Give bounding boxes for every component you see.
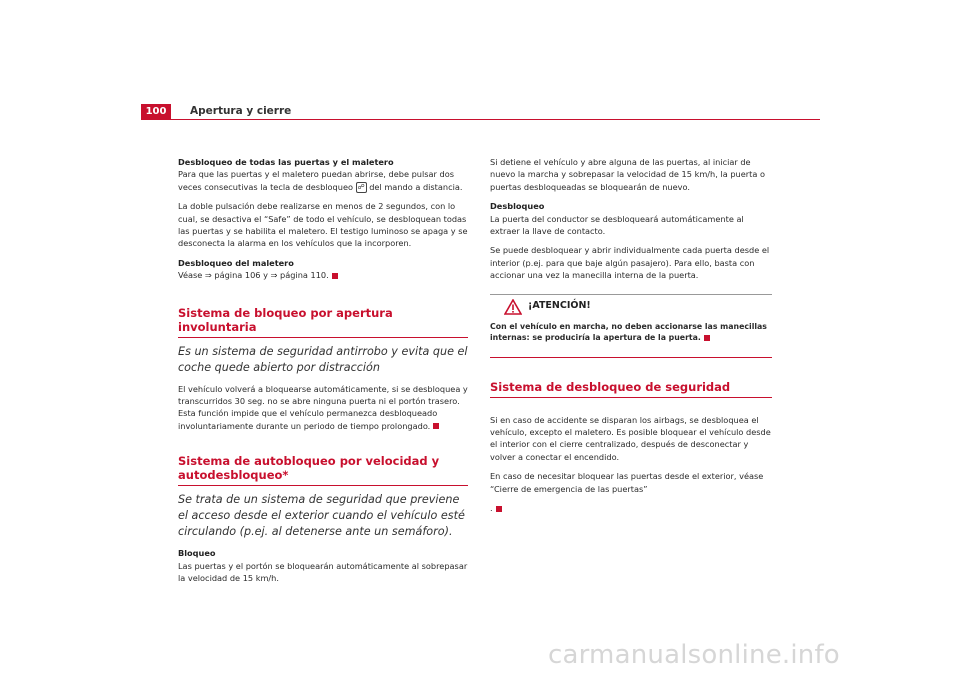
desbloqueo-todas-p1-b: del mando a distancia. bbox=[369, 181, 463, 192]
desbloqueo-maletero-ref-text: Véase ⇒ página 106 y ⇒ página 110. bbox=[178, 270, 329, 281]
desbloqueo-p2: Se puede desbloquear y abrir individualmente cada puerta desde el interior (p.ej. para que baje algún pasajero). Para ello, basta con accionar una vez la manecilla interna de la puerta. bbox=[490, 245, 770, 281]
desbloqueo-p1: La puerta del conductor se desbloqueará automáticamente al extraer la llave de contacto. bbox=[490, 213, 744, 237]
warning-header bbox=[504, 299, 772, 315]
desbloqueo-seguridad-end-text: . bbox=[490, 503, 493, 514]
section-title-autobloqueo: Sistema de autobloqueo por velocidad y autodesbloqueo* bbox=[178, 454, 468, 486]
right-column bbox=[490, 156, 772, 522]
warning-title: ¡ATENCIÓN! bbox=[528, 300, 591, 312]
bloqueo-heading: Bloqueo bbox=[178, 548, 216, 559]
desbloqueo-seguridad-p1: Si en caso de accidente se disparan los airbags, se desbloquea el vehículo, excepto el maletero. Es posible bloquear el vehículo desde el interior con el cierre centralizado, después de desconectar y volver a conectar el encendido. bbox=[490, 414, 771, 462]
autodesbloqueo-p1: Si detiene el vehículo y abre alguna de las puertas, al iniciar de nuevo la marcha y sobrepasar la velocidad de 15 km/h, la puerta o puertas desbloqueadas se bloquearán de nuevo. bbox=[490, 157, 765, 192]
desbloqueo-todas-heading: Desbloqueo de todas las puertas y el maletero bbox=[178, 157, 394, 167]
desbloqueo-maletero-heading: Desbloqueo del maletero bbox=[178, 257, 294, 268]
end-of-section-icon bbox=[496, 506, 502, 512]
section-title-bloqueo-involuntaria: Sistema de bloqueo por apertura involuntaria bbox=[178, 306, 468, 338]
end-of-section-icon bbox=[332, 273, 338, 279]
warning-triangle-icon bbox=[504, 299, 522, 315]
page-number: 100 bbox=[141, 104, 171, 120]
end-of-section-icon bbox=[704, 335, 710, 341]
header-title: Apertura y cierre bbox=[190, 105, 292, 117]
left-column bbox=[178, 156, 468, 592]
desbloqueo-todas-p1-a: Para que las puertas y el maletero puedan abrirse, debe pulsar dos veces consecutivas la tecla de desbloqueo bbox=[178, 169, 454, 192]
end-of-section-icon bbox=[433, 423, 439, 429]
watermark: carmanualsonline.info bbox=[548, 640, 840, 670]
desbloqueo-todas-p2: La doble pulsación debe realizarse en menos de 2 segundos, con lo cual, se desactiva el “Safe” de todo el vehículo, se desbloquean todas las puertas y se habilita el maletero. El testigo luminoso se apaga y se desconecta la alarma en los vehículos que la incorporen. bbox=[178, 201, 468, 249]
desbloqueo-heading: Desbloqueo bbox=[490, 201, 545, 212]
section-title-desbloqueo-seguridad: Sistema de desbloqueo de seguridad bbox=[490, 380, 772, 398]
bloqueo-body: Las puertas y el portón se bloquearán automáticamente al sobrepasar la velocidad de 15 km/h. bbox=[178, 560, 468, 584]
bloqueo-involuntaria-body bbox=[178, 383, 468, 433]
desbloqueo-maletero-ref bbox=[178, 269, 468, 281]
section-subtitle-autobloqueo: Se trata de un sistema de seguridad que previene el acceso desde el exterior cuando el vehículo esté circulando (p.ej. al detenerse ante un semáforo). bbox=[178, 493, 465, 539]
warning-box bbox=[490, 294, 772, 358]
section-subtitle-bloqueo-involuntaria: Es un sistema de seguridad antirrobo y evita que el coche quede abierto por distracción bbox=[178, 344, 468, 374]
warning-text bbox=[490, 321, 772, 344]
desbloqueo-seguridad-p2: En caso de necesitar bloquear las puertas desde el exterior, véase “Cierre de emergencia de las puertas” bbox=[490, 471, 764, 494]
unlock-key-icon: ☍ bbox=[357, 182, 365, 191]
bloqueo-involuntaria-text: El vehículo volverá a bloquearse automáticamente, si se desbloquea y transcurridos 30 seg. no se abre ninguna puerta ni el portón trasero. Esta función impide que el vehículo permanezca desbloqueado involuntariamente durante un periodo de tiempo prolongado. bbox=[178, 383, 468, 431]
header-rule bbox=[171, 119, 820, 120]
desbloqueo-seguridad-end bbox=[490, 502, 772, 514]
desbloqueo-todas-p1 bbox=[178, 168, 468, 193]
warning-text-content: Con el vehículo en marcha, no deben accionarse las manecillas internas: se produciría la apertura de la puerta. bbox=[490, 321, 767, 343]
